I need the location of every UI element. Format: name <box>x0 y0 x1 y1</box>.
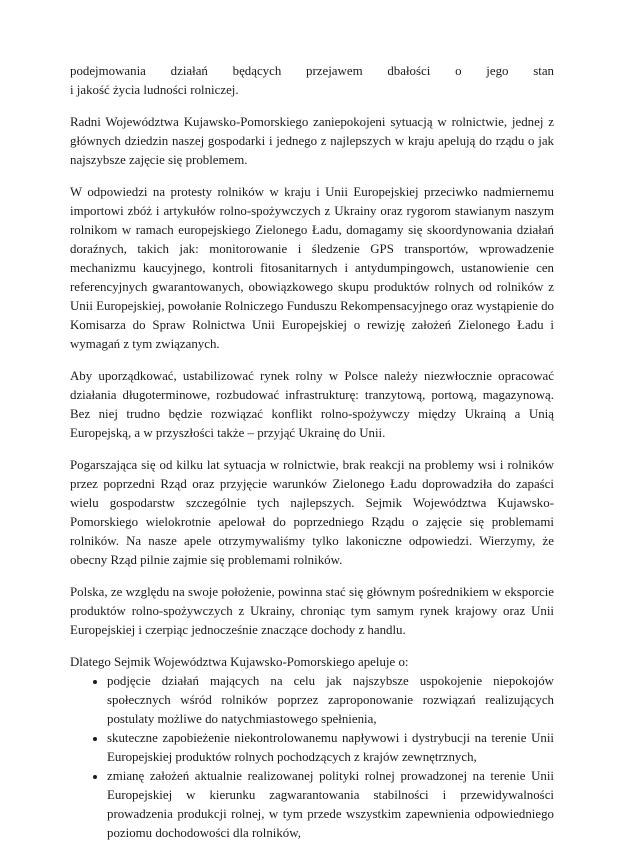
paragraph-polska-posrednik: Polska, ze względu na swoje położenie, powinna stać się głównym pośrednikiem w eksporcie produktów rolno-spożywczych z Ukrainy, chroniąc tym samym rynek krajowy oraz Unii Europejskiej i czerpiąc jednocześnie znaczące dochody z handlu. <box>70 585 554 637</box>
appeal-item: • zmianę założeń aktualnie realizowanej polityki rolnej prowadzonej na terenie Unii Europejskiej w kierunku zagwarantowania stabilności i przewidywalności prowadzenia produkcji rolnej, w tym przede wszystkim zapewnienia odpowiedniego poziomu dochodowości dla rolników, <box>107 767 554 843</box>
paragraph-radni-apel: Radni Województwa Kujawsko-Pomorskiego zaniepokojeni sytuacją w rolnictwie, jednej z głównych dziedzin naszej gospodarki i jednego z najlepszych w kraju apelują do rządu o jak najszybsze zajęcie się problemem. <box>70 115 554 167</box>
appeal-list <box>70 672 554 843</box>
paragraph-protesty-rolnikow: W odpowiedzi na protesty rolników w kraju i Unii Europejskiej przeciwko nadmiernemu importowi zbóż i artykułów rolno-spożywczych z Ukrainy oraz rygorom stawianym naszym rolnikom w ramach europejskiego Zielonego Ładu, domagamy się skoordynowania działań doraźnych, takich jak: monitorowanie i śledzenie GPS transportów, wprowadzenie mechanizmu kaucyjnego, kontroli fitosanitarnych i antydumpingowch, ustanowienie cen referencyjnych gwarantowanych, obowiązkowego skupu produktów rolnych od rolników z Unii Europejskiej, powołanie Rolniczego Funduszu Rekompensacyjnego oraz wystąpienie do Komisarza do Spraw Rolnictwa Unii Europejskiej o rewizję założeń Zielonego Ładu i wymagań z tym związanych. <box>70 185 554 351</box>
appeal-lead: Dlatego Sejmik Województwa Kujawsko-Pomorskiego apeluje o: <box>70 655 409 669</box>
paragraph-rynek-rolny: Aby uporządkować, ustabilizować rynek rolny w Polsce należy niezwłocznie opracować działania długoterminowe, rozbudować infrastrukturę: tranzytową, portową, magazynową. Bez niej trudno będzie rozwiązać konflikt rolno-spożywczy między Ukrainą a Unią Europejską, a w przyszłości także – przyjąć Ukrainę do Unii. <box>70 369 554 440</box>
paragraph-sytuacja-rolnictwo: Pogarszająca się od kilku lat sytuacja w rolnictwie, brak reakcji na problemy wsi i rolników przez poprzedni Rząd oraz przyjęcie warunków Zielonego Ładu doprowadziła do zapaści wielu gospodarstw szczególnie tych najlepszych. Sejmik Województwa Kujawsko-Pomorskiego wielokrotnie apelował do poprzedniego Rządu o zajęcie się problemami rolników. Na nasze apele otrzymywaliśmy tylko lakoniczne odpowiedzi. Wierzymy, że obecny Rząd pilnie zajmie się problemami rolników. <box>70 458 554 567</box>
appeal-item: • podjęcie działań mających na celu jak najszybsze uspokojenie niepokojów społecznych wśród rolników poprzez zaproponowanie rozwiązań realizujących postulaty możliwe do natychmiastowego spełnienia, <box>107 672 554 729</box>
appeal-item: • skuteczne zapobieżenie niekontrolowanemu napływowi i dystrybucji na terenie Unii Europejskiej produktów rolnych pochodzących z krajów zewnętrznych, <box>107 729 554 767</box>
continuation-line-1: podejmowania działań będących przejawem dbałości o jego stan <box>70 64 554 78</box>
continuation-paragraph <box>70 62 554 100</box>
continuation-line-2: i jakość życia ludności rolniczej. <box>70 83 239 97</box>
